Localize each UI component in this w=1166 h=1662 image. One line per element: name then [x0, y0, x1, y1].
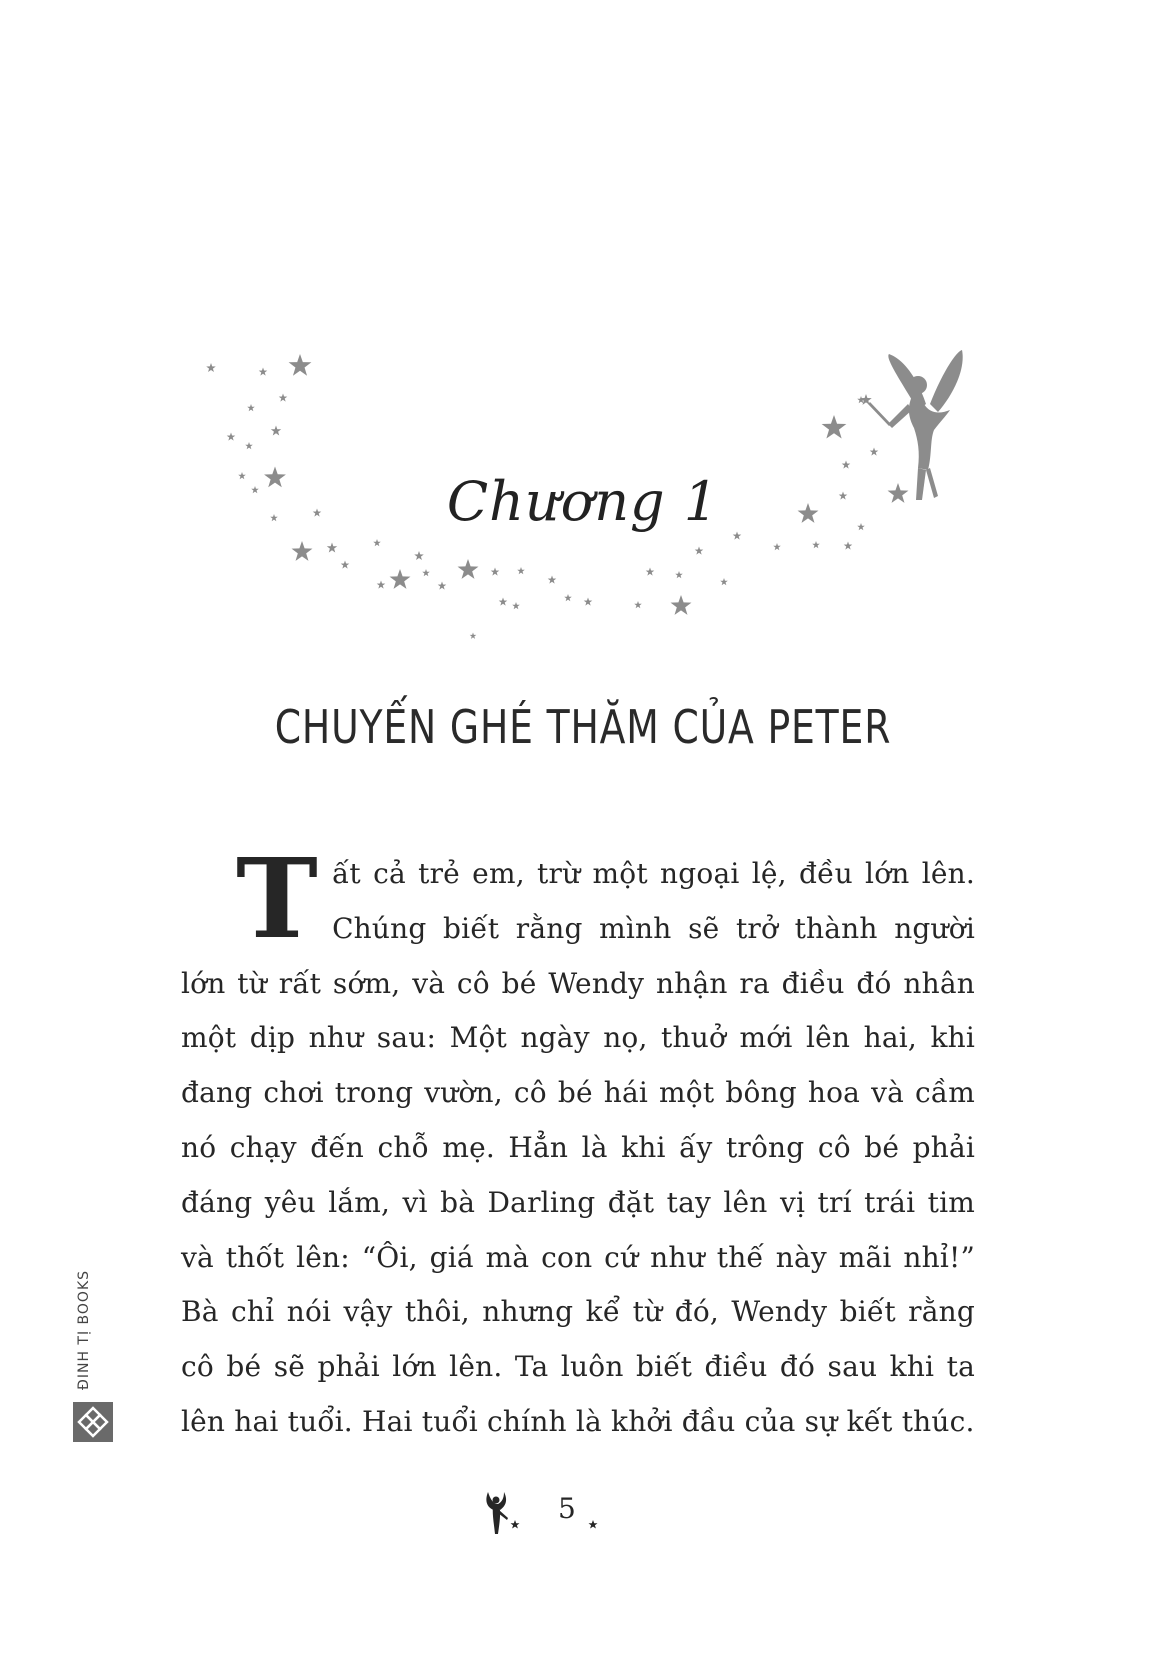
chapter-title: CHUYẾN GHÉ THĂM CỦA PETER — [274, 700, 892, 754]
dinhti-logo-icon — [73, 1402, 113, 1442]
body-paragraph: ất cả trẻ em, trừ một ngoại lệ, đều lớn lên. Chúng biết rằng mình sẽ trở thành người lớn từ rất sớm, và cô bé Wendy nhận ra điều đó nhân một dịp như sau: Một ngày nọ, thuở mới lên hai, khi đang chơi trong vườn, cô bé hái một bông hoa và cầm nó chạy đến chỗ mẹ. Hẳn là khi ấy trông cô bé phải đáng yêu lắm, vì bà Darling đặt tay lên vị trí trái tim và thốt lên: “Ôi, giá mà con cứ như thế này mãi nhỉ!” Bà chỉ nói vậy thôi, nhưng kể từ đó, Wendy biết rằng cô bé sẽ phải lớn lên. Ta luôn biết điều đó sau khi ta lên hai tuổi. Hai tuổi chính là khởi đầu của sự kết thúc. — [181, 857, 975, 1438]
chapter-body — [181, 834, 975, 1450]
fairy-icon — [860, 350, 962, 500]
star-trail-decoration — [0, 0, 1166, 700]
footer-fairy-icon — [486, 1492, 508, 1534]
drop-cap: T — [236, 834, 319, 963]
page-number: 5 — [558, 1492, 576, 1525]
book-page: Chương 1 CHUYẾN GHÉ THĂM CỦA PETER Tất cả trẻ em, trừ một ngoại lệ, đều lớn lên. Chúng biết rằng mình sẽ trở thành người lớn từ rất sớm, và cô bé Wendy nhận ra điều đó nhân một dịp như sau: Một ngày nọ, thuở mới lên hai, khi đang chơi trong vườn, cô bé hái một bông hoa và cầm nó chạy đến chỗ mẹ. Hẳn là khi ấy trông cô bé phải đáng yêu lắm, vì bà Darling đặt tay lên vị trí trái tim và thốt lên: “Ôi, giá mà con cứ như thế này mãi nhỉ!” Bà chỉ nói vậy thôi, nhưng kể từ đó, Wendy biết rằng cô bé sẽ phải lớn lên. Ta luôn biết điều đó sau khi ta lên hai tuổi. Hai tuổi chính là khởi đầu của sự kết thúc. ĐINH TỊ BOOKS 5 — [0, 0, 1166, 1662]
chapter-label: Chương 1 — [446, 470, 720, 533]
